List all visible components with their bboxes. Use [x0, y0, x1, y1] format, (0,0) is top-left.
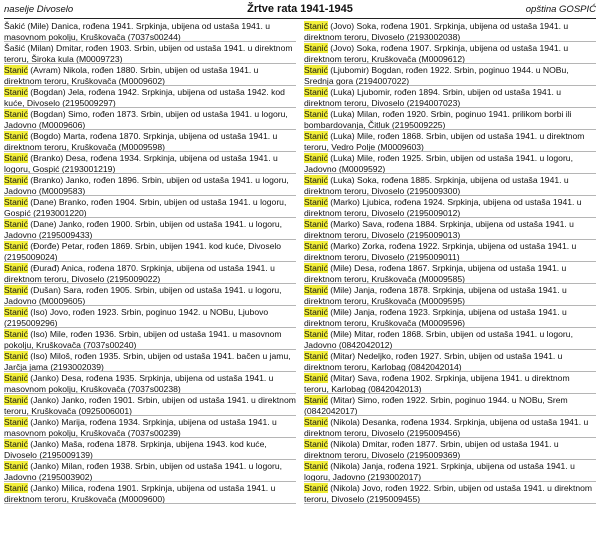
- victim-entry: [4, 461, 296, 482]
- entry-details: (Mile) Janja, rođena 1923. Srpkinja, ubijena od ustaša 1941. u direktnom teroru, Kruškovača (M0009596): [304, 307, 567, 328]
- settlement-label: naselje Divoselo: [4, 4, 74, 15]
- victim-entry: [304, 175, 596, 196]
- surname: Stanić: [304, 395, 328, 405]
- entry-details: (Bogdan) Simo, rođen 1873. Srbin, ubijen od ustaša 1941. u logoru, Jadovno (M0009606): [4, 109, 288, 130]
- surname: Stanić: [304, 175, 328, 185]
- victim-entry: [4, 373, 296, 394]
- surname: Stanić: [304, 43, 328, 53]
- entry-details: (Mile) Danica, rođena 1941. Srpkinja, ubijena od ustaša 1941. u masovnom pokolju, Kruškovača (7037s00244): [4, 21, 271, 42]
- victim-entry: [304, 417, 596, 438]
- entry-details: (Janko) Milan, rođen 1938. Srbin, ubijen od ustaša 1941. u logoru, Jadovno (2195003902): [4, 461, 283, 482]
- surname: Stanić: [4, 131, 28, 141]
- surname: Stanić: [4, 65, 28, 75]
- entry-details: (Marko) Sava, rođena 1884. Srpkinja, ubijena od ustaša 1941. u direktnom teroru, Divoselo (2195009013): [304, 219, 574, 240]
- surname: Stanić: [4, 241, 28, 251]
- entry-details: (Janko) Janko, rođen 1901. Srbin, ubijen od ustaša 1941. u direktnom teroru, Kruškovača (0925006001): [4, 395, 296, 416]
- victim-entry: [304, 461, 596, 482]
- surname: Stanić: [4, 175, 28, 185]
- victim-entry: [304, 307, 596, 328]
- entry-details: (Nikola) Dmitar, rođen 1877. Srbin, ubijen od ustaša 1941. u direktnom teroru, Divoselo (2195009369): [304, 439, 559, 460]
- entry-details: (Đurađ) Anica, rođena 1870. Srpkinja, ubijena od ustaša 1941. u direktnom teroru, Divoselo (2195009022): [4, 263, 275, 284]
- surname: Stanić: [304, 351, 328, 361]
- victim-entry: [304, 263, 596, 284]
- entry-columns: [4, 21, 596, 505]
- entry-details: (Milan) Dmitar, rođen 1903. Srbin, ubijen od ustaša 1941. u direktnom teroru, Široka kula (M0009723): [4, 43, 293, 64]
- page-title: Žrtve rata 1941-1945: [247, 3, 353, 15]
- entry-details: (Mitar) Simo, rođen 1922. Srbin, poginuo 1944. u NOBu, Srem (0842042017): [304, 395, 568, 416]
- victim-entry: [4, 21, 296, 42]
- victim-entry: [4, 175, 296, 196]
- victim-entry: [4, 439, 296, 460]
- victim-entry: [4, 197, 296, 218]
- entry-details: (Luka) Milan, rođen 1920. Srbin, poginuo 1941. prilikom borbi ili bombardovanja, Čitluk (2195009225): [304, 109, 572, 130]
- surname: Stanić: [4, 417, 28, 427]
- victim-entry: [4, 307, 296, 328]
- entry-details: (Janko) Marija, rođena 1934. Srpkinja, ubijena od ustaša 1941. u masovnom pokolju, Kruškovača (7037s00239): [4, 417, 277, 438]
- entry-details: (Mile) Mitar, rođen 1868. Srbin, ubijen od ustaša 1941. u logoru, Jadovno (0842042012): [304, 329, 573, 350]
- victim-entry: [304, 395, 596, 416]
- victim-entry: [304, 197, 596, 218]
- entry-details: (Luka) Ljubomir, rođen 1894. Srbin, ubijen od ustaša 1941. u direktnom teroru, Divoselo (2194007023): [304, 87, 562, 108]
- entry-details: (Branko) Desa, rođena 1934. Srpkinja, ubijena od ustaša 1941. u logoru, Gospić (2193001219): [4, 153, 278, 174]
- surname: Stanić: [304, 109, 328, 119]
- entry-details: (Iso) Miloš, rođen 1935. Srbin, ubijen od ustaša 1941. bačen u jamu, Jarčja jama (2193002039): [4, 351, 291, 372]
- surname: Stanić: [4, 87, 28, 97]
- entry-details: (Dane) Janko, rođen 1900. Srbin, ubijen od ustaša 1941. u logoru, Jadovno (2195009433): [4, 219, 283, 240]
- surname: Stanić: [304, 439, 328, 449]
- victim-entry: [4, 395, 296, 416]
- entry-details: (Iso) Mile, rođen 1936. Srbin, ubijen od ustaša 1941. u masovnom pokolju, Kruškovača (7037s00240): [4, 329, 282, 350]
- entry-details: (Đorđe) Petar, rođen 1869. Srbin, ubijen 1941. kod kuće, Divoselo (2195009024): [4, 241, 282, 262]
- victim-entry: [4, 483, 296, 504]
- surname: Stanić: [304, 197, 328, 207]
- page-header: [4, 2, 596, 19]
- surname: Stanić: [304, 219, 328, 229]
- victim-entry: [304, 65, 596, 86]
- victim-entry: [4, 417, 296, 438]
- victim-entry: [304, 153, 596, 174]
- entry-details: (Bogdan) Jela, rođena 1942. Srpkinja, ubijena od ustaša 1942. kod kuće, Divoselo (2195009297): [4, 87, 285, 108]
- victim-entry: [4, 109, 296, 130]
- surname: Stanić: [4, 219, 28, 229]
- entry-details: (Iso) Jovo, rođen 1923. Srbin, poginuo 1942. u NOBu, Ljubovo (2195009296): [4, 307, 269, 328]
- victim-entry: [4, 153, 296, 174]
- surname: Stanić: [4, 395, 28, 405]
- victim-entry: [304, 483, 596, 504]
- victim-entry: [304, 329, 596, 350]
- entry-details: (Nikola) Desanka, rođena 1934. Srpkinja, ubijena od ustaša 1941. u direktnom teroru, Divoselo (2195009456): [304, 417, 589, 438]
- surname: Stanić: [4, 285, 28, 295]
- surname: Stanić: [304, 417, 328, 427]
- victim-entry: [4, 43, 296, 64]
- entry-details: (Ljubomir) Bogdan, rođen 1922. Srbin, poginuo 1944. u NOBu, Srednja gora (2194007022): [304, 65, 569, 86]
- victim-entry: [304, 109, 596, 130]
- right-column: [304, 21, 596, 505]
- victim-entry: [304, 439, 596, 460]
- entry-details: (Janko) Desa, rođena 1935. Srpkinja, ubijena od ustaša 1941. u masovnom pokolju, Kruškovača (7037s00238): [4, 373, 274, 394]
- entry-details: (Marko) Zorka, rođena 1922. Srpkinja, ubijena od ustaša 1941. u direktnom teroru, Divoselo (2195009011): [304, 241, 577, 262]
- entry-details: (Marko) Ljubica, rođena 1924. Srpkinja, ubijena od ustaša 1941. u direktnom teroru, Divoselo (2195009012): [304, 197, 582, 218]
- entry-details: (Branko) Janko, rođen 1896. Srbin, ubijen od ustaša 1941. u logoru, Jadovno (M0009583): [4, 175, 289, 196]
- surname: Stanić: [304, 263, 328, 273]
- victim-entry: [4, 87, 296, 108]
- victim-entry: [304, 241, 596, 262]
- victim-entry: [304, 21, 596, 42]
- victim-entry: [4, 65, 296, 86]
- surname: Stanić: [4, 109, 28, 119]
- surname: Stanić: [4, 307, 28, 317]
- surname: Stanić: [4, 483, 28, 493]
- victim-entry: [4, 351, 296, 372]
- entry-details: (Dušan) Sara, rođen 1905. Srbin, ubijen od ustaša 1941. u logoru, Jadovno (M0009605): [4, 285, 282, 306]
- entry-details: (Luka) Soka, rođena 1885. Srpkinja, ubijena od ustaša 1941. u direktnom teroru, Divoselo (2195009300): [304, 175, 569, 196]
- entry-details: (Mitar) Sava, rođena 1902. Srpkinja, ubijena 1941. u direktnom teroru, Karlobag (0842042013): [304, 373, 570, 394]
- entry-details: (Dane) Branko, rođen 1904. Srbin, ubijen od ustaša 1941. u logoru, Gospić (2193001220): [4, 197, 287, 218]
- surname: Stanić: [304, 373, 328, 383]
- surname: Stanić: [304, 307, 328, 317]
- surname: Stanić: [4, 153, 28, 163]
- surname: Stanić: [4, 461, 28, 471]
- surname: Stanić: [4, 263, 28, 273]
- surname: Stanić: [304, 461, 328, 471]
- surname: Stanić: [304, 483, 328, 493]
- entry-details: (Luka) Mile, rođen 1868. Srbin, ubijen od ustaša 1941. u direktnom teroru, Vedro Polje (M0009603): [304, 131, 585, 152]
- victim-entry: [304, 87, 596, 108]
- surname: Stanić: [304, 65, 328, 75]
- victim-entry: [304, 219, 596, 240]
- entry-details: (Luka) Mile, rođen 1925. Srbin, ubijen od ustaša 1941. u logoru, Jadovno (M0009592): [304, 153, 573, 174]
- surname: Šašić: [4, 43, 26, 53]
- entry-details: (Bogdo) Marta, rođena 1870. Srpkinja, ubijena od ustaša 1941. u direktnom teroru, Kruškovača (M0009598): [4, 131, 278, 152]
- surname: Stanić: [4, 197, 28, 207]
- victim-entry: [304, 285, 596, 306]
- left-column: [4, 21, 296, 505]
- entry-details: (Mitar) Nedeljko, rođen 1927. Srbin, ubijen od ustaša 1941. u direktnom teroru, Karlobag (0842042014): [304, 351, 563, 372]
- surname: Stanić: [4, 373, 28, 383]
- surname: Stanić: [304, 21, 328, 31]
- entry-details: (Nikola) Jovo, rođen 1922. Srbin, ubijen od ustaša 1941. u direktnom teroru, Divoselo (2195009455): [304, 483, 593, 504]
- entry-details: (Mile) Desa, rođena 1867. Srpkinja, ubijena od ustaša 1941. u direktnom teroru, Kruškovača (M0009585): [304, 263, 567, 284]
- surname: Šakić: [4, 21, 26, 31]
- surname: Stanić: [304, 241, 328, 251]
- victim-entry: [304, 43, 596, 64]
- entry-details: (Janko) Milica, rođena 1901. Srpkinja, ubijena od ustaša 1941. u direktnom teroru, Kruškovača (M0009600): [4, 483, 276, 504]
- entry-details: (Janko) Maša, rođena 1878. Srpkinja, ubijena 1943. kod kuće, Divoselo (2195009139): [4, 439, 267, 460]
- surname: Stanić: [4, 351, 28, 361]
- surname: Stanić: [304, 329, 328, 339]
- surname: Stanić: [304, 153, 328, 163]
- victim-entry: [4, 329, 296, 350]
- surname: Stanić: [4, 439, 28, 449]
- victim-entry: [4, 131, 296, 152]
- entry-details: (Nikola) Janja, rođena 1921. Srpkinja, ubijena od ustaša 1941. u logoru, Jadovno (2193002017): [304, 461, 575, 482]
- entry-details: (Jovo) Soka, rođena 1907. Srpkinja, ubijena od ustaša 1941. u direktnom teroru, Kruškovača (M0009612): [304, 43, 569, 64]
- victim-entry: [304, 373, 596, 394]
- surname: Stanić: [304, 131, 328, 141]
- municipality-label: opština GOSPIĆ: [525, 4, 596, 15]
- victim-entry: [304, 351, 596, 372]
- surname: Stanić: [4, 329, 28, 339]
- victim-entry: [4, 241, 296, 262]
- entry-details: (Mile) Janja, rođena 1878. Srpkinja, ubijena od ustaša 1941. u direktnom teroru, Kruškovača (M0009595): [304, 285, 567, 306]
- victim-entry: [4, 285, 296, 306]
- surname: Stanić: [304, 87, 328, 97]
- entry-details: (Jovo) Soka, rođena 1901. Srpkinja, ubijena od ustaša 1941. u direktnom teroru, Divoselo (2193002038): [304, 21, 569, 42]
- surname: Stanić: [304, 285, 328, 295]
- victim-entry: [304, 131, 596, 152]
- victim-entry: [4, 219, 296, 240]
- victim-entry: [4, 263, 296, 284]
- entry-details: (Avram) Nikola, rođen 1880. Srbin, ubijen od ustaša 1941. u direktnom teroru, Kruškovača (M0009602): [4, 65, 259, 86]
